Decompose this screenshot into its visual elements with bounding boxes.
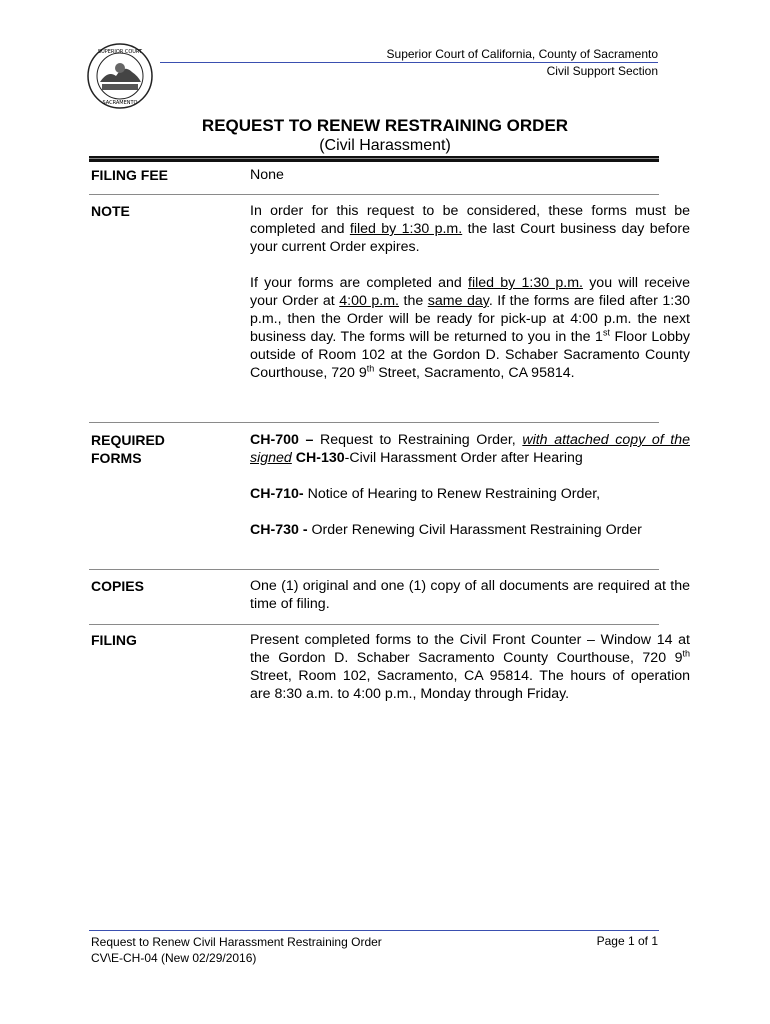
page-subtitle: (Civil Harassment) bbox=[319, 137, 451, 154]
header-divider bbox=[160, 62, 658, 63]
copies-text: One (1) original and one (1) copy of all documents are required at the time of filing. bbox=[250, 578, 690, 612]
row-divider bbox=[89, 569, 659, 570]
footer-form-id: CV\E-CH-04 (New 02/29/2016) bbox=[91, 951, 257, 965]
form-ch700: CH-700 – Request to Restraining Order, with attached copy of the signed CH-130-Civil Harassment Order after Hearing bbox=[250, 432, 690, 466]
note-paragraph-1: In order for this request to be considered, these forms must be completed and filed by 1:30 p.m. the last Court business day before your current Order expires. bbox=[250, 203, 691, 255]
form-ch730: CH-730 - Order Renewing Civil Harassment Restraining Order bbox=[250, 522, 642, 538]
form-ch710: CH-710- Notice of Hearing to Renew Restraining Order, bbox=[250, 486, 601, 502]
court-header bbox=[387, 46, 658, 80]
footer-form-title: Request to Renew Civil Harassment Restraining Order bbox=[91, 935, 382, 949]
row-divider bbox=[89, 624, 659, 625]
svg-text:SACRAMENTO: SACRAMENTO bbox=[102, 100, 138, 106]
note-paragraph-2: If your forms are completed and filed by 1:30 p.m. you will receive your Order at 4:00 p.m. the same day. If the forms are filed after 1:30 p.m., then the Order will be ready for pick-up at 4:00 p.m. the next business day. The forms will be returned to you in the 1st Floor Lobby outside of Room 102 at the Gordon D. Schaber Sacramento County Courthouse, 720 9th Street, Sacramento, CA 95814. bbox=[250, 275, 690, 381]
filing-fee-value: None bbox=[250, 167, 284, 183]
page-title: REQUEST TO RENEW RESTRAINING ORDER bbox=[201, 116, 569, 135]
required-forms-label: REQUIRED FORMS bbox=[91, 432, 165, 466]
filing-label: FILING bbox=[91, 632, 137, 648]
court-seal-logo bbox=[86, 42, 154, 110]
filing-text: Present completed forms to the Civil Front Counter – Window 14 at the Gordon D. Schaber Sacramento County Courthouse, 720 9th Street, Room 102, Sacramento, CA 95814. The hours of operation are 8:30 a.m. to 4:00 p.m., Monday through Friday. bbox=[250, 632, 690, 702]
note-label: NOTE bbox=[91, 203, 130, 219]
note-text bbox=[250, 202, 690, 382]
filing-fee-label: FILING FEE bbox=[91, 167, 168, 183]
title-divider bbox=[89, 156, 659, 162]
court-name: Superior Court of California, County of Sacramento bbox=[386, 47, 658, 61]
svg-text:SUPERIOR COURT: SUPERIOR COURT bbox=[97, 49, 143, 55]
footer-page-number: Page 1 of 1 bbox=[596, 934, 658, 948]
required-forms-list bbox=[250, 431, 690, 539]
row-divider bbox=[89, 422, 659, 423]
row-divider bbox=[89, 194, 659, 195]
copies-label: COPIES bbox=[91, 578, 144, 594]
footer-divider bbox=[89, 930, 659, 931]
footer-form-info bbox=[91, 934, 382, 966]
section-name: Civil Support Section bbox=[546, 64, 658, 78]
